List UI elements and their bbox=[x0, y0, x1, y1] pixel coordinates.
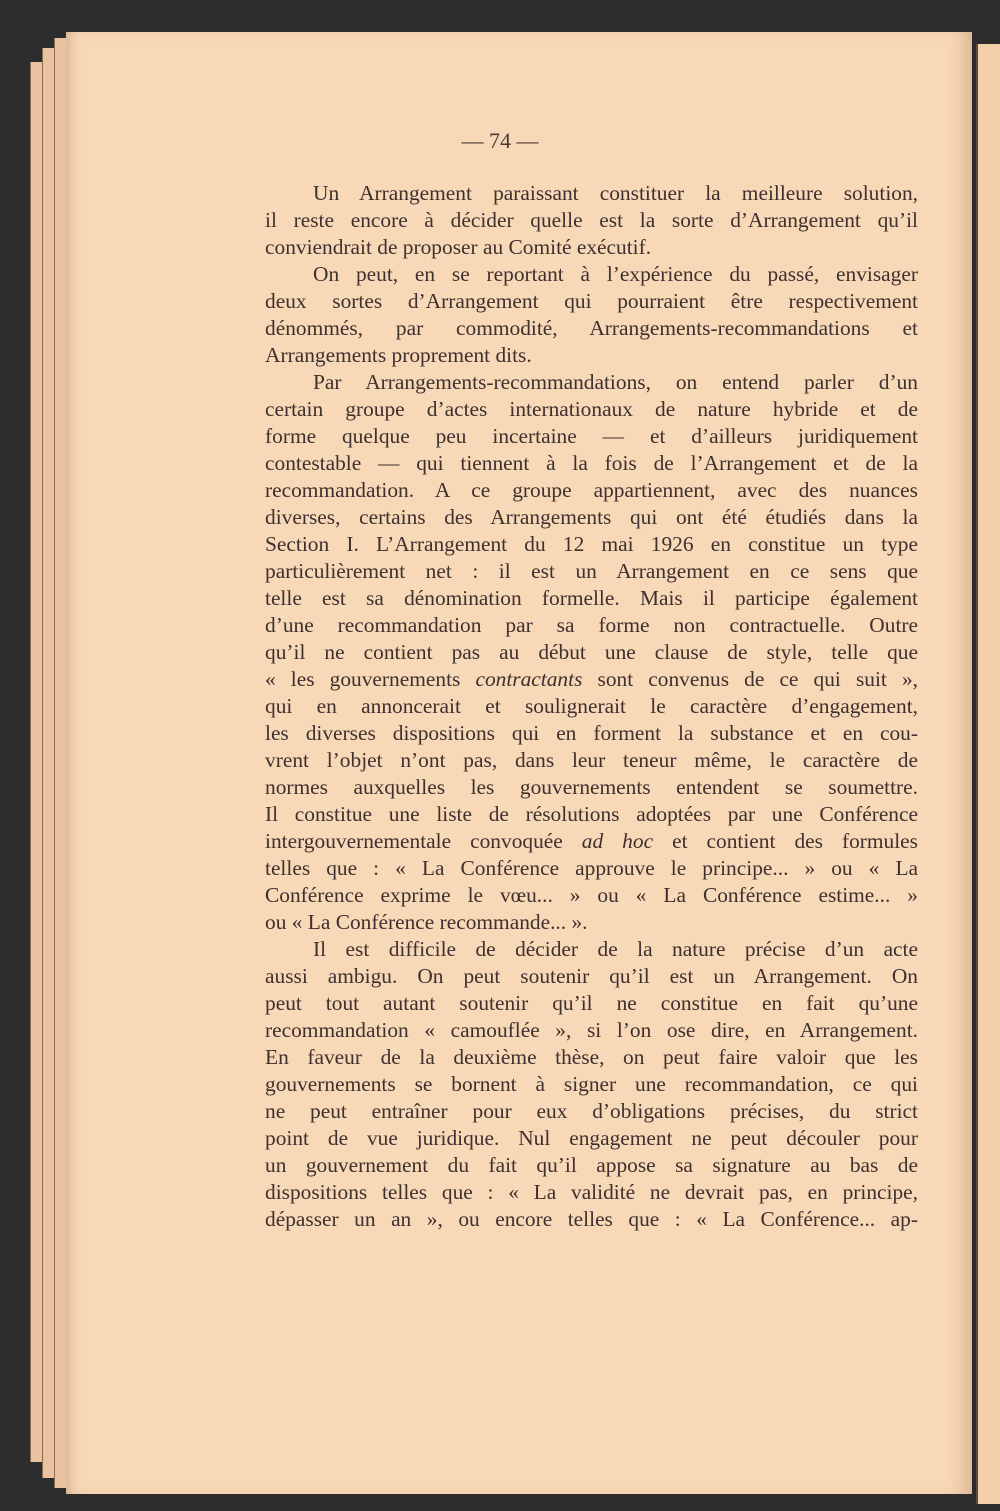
text-line bbox=[265, 774, 918, 801]
text-line bbox=[265, 639, 918, 666]
text-line bbox=[265, 828, 918, 855]
text-segment: les diverses dispositions qui en forment la substance et en cou- bbox=[265, 721, 918, 745]
text-segment: un gouvernement du fait qu’il appose sa signature au bas de bbox=[265, 1153, 918, 1177]
text-segment: « les gouvernements bbox=[265, 667, 476, 691]
text-line bbox=[265, 1179, 918, 1206]
italic-text: ad hoc bbox=[581, 829, 654, 853]
text-line bbox=[265, 936, 918, 963]
text-segment: recommandation. A ce groupe appartiennent, avec des nuances bbox=[265, 478, 918, 502]
text-segment: forme quelque peu incertaine — et d’ailleurs juridiquement bbox=[265, 424, 918, 448]
text-segment: Section I. L’Arrangement du 12 mai 1926 en constitue un type bbox=[265, 532, 918, 556]
text-segment: On peut, en se reportant à l’expérience du passé, envisager bbox=[313, 262, 918, 286]
text-segment: peut tout autant soutenir qu’il ne constitue en fait qu’une bbox=[265, 991, 918, 1015]
text-segment: ou « La Conférence recommande... ». bbox=[265, 910, 588, 934]
text-segment: certain groupe d’actes internationaux de nature hybride et de bbox=[265, 397, 918, 421]
text-segment: contestable — qui tiennent à la fois de l’Arrangement et de la bbox=[265, 451, 918, 475]
text-line bbox=[265, 747, 918, 774]
text-segment: et contient des formules bbox=[653, 829, 919, 853]
text-line bbox=[265, 909, 918, 936]
text-line bbox=[265, 342, 918, 369]
text-segment: point de vue juridique. Nul engagement ne peut découler pour bbox=[265, 1126, 918, 1150]
text-segment: qu’il ne contient pas au début une clause de style, telle que bbox=[265, 640, 918, 664]
text-line bbox=[265, 1098, 918, 1125]
text-segment: dispositions telles que : « La validité ne devrait pas, en principe, bbox=[265, 1180, 918, 1204]
text-segment: intergouvernementale convoquée bbox=[265, 829, 582, 853]
text-line bbox=[265, 963, 918, 990]
text-segment: d’une recommandation par sa forme non contractuelle. Outre bbox=[265, 613, 918, 637]
text-segment: Un Arrangement paraissant constituer la meilleure solution, bbox=[313, 181, 918, 205]
text-segment: il reste encore à décider quelle est la sorte d’Arrangement qu’il bbox=[265, 208, 918, 232]
text-line bbox=[265, 1152, 918, 1179]
text-line bbox=[265, 990, 918, 1017]
text-segment: En faveur de la deuxième thèse, on peut faire valoir que les bbox=[265, 1045, 918, 1069]
text-segment: Par Arrangements-recommandations, on entend parler d’un bbox=[313, 370, 918, 394]
text-segment: Il constitue une liste de résolutions adoptées par une Conférence bbox=[265, 802, 918, 826]
text-line bbox=[265, 180, 918, 207]
text-line bbox=[265, 477, 918, 504]
text-segment: normes auxquelles les gouvernements entendent se soumettre. bbox=[265, 775, 918, 799]
text-segment: qui en annoncerait et soulignerait le caractère d’engagement, bbox=[265, 694, 918, 718]
text-segment: vrent l’objet n’ont pas, dans leur teneur même, le caractère de bbox=[265, 748, 918, 772]
text-line bbox=[265, 423, 918, 450]
text-segment: diverses, certains des Arrangements qui ont été étudiés dans la bbox=[265, 505, 918, 529]
text-line bbox=[265, 315, 918, 342]
text-line bbox=[265, 1206, 918, 1233]
text-line bbox=[265, 234, 918, 261]
text-segment: aussi ambigu. On peut soutenir qu’il est un Arrangement. On bbox=[265, 964, 918, 988]
text-line bbox=[265, 882, 918, 909]
text-segment: particulièrement net : il est un Arrangement en ce sens que bbox=[265, 559, 918, 583]
text-line bbox=[265, 369, 918, 396]
body-text bbox=[265, 180, 918, 1233]
italic-text: contractants bbox=[475, 667, 583, 691]
text-line bbox=[265, 396, 918, 423]
text-segment: Il est difficile de décider de la nature précise d’un acte bbox=[313, 937, 918, 961]
text-segment: telle est sa dénomination formelle. Mais il participe également bbox=[265, 586, 918, 610]
text-line bbox=[265, 693, 918, 720]
text-segment: Conférence exprime le vœu... » ou « La Conférence estime... » bbox=[265, 883, 918, 907]
text-line bbox=[265, 207, 918, 234]
text-line bbox=[265, 288, 918, 315]
text-line bbox=[265, 1044, 918, 1071]
text-segment: ne peut entraîner pour eux d’obligations précises, du strict bbox=[265, 1099, 918, 1123]
page-number: — 74 — bbox=[461, 128, 539, 153]
text-line bbox=[265, 531, 918, 558]
text-line bbox=[265, 1125, 918, 1152]
text-line bbox=[265, 504, 918, 531]
text-line bbox=[265, 1071, 918, 1098]
text-line bbox=[265, 585, 918, 612]
text-line bbox=[265, 720, 918, 747]
text-segment: deux sortes d’Arrangement qui pourraient être respectivement bbox=[265, 289, 918, 313]
text-segment: gouvernements se bornent à signer une recommandation, ce qui bbox=[265, 1072, 918, 1096]
text-segment: recommandation « camouflée », si l’on ose dire, en Arrangement. bbox=[265, 1018, 918, 1042]
facing-page-edge bbox=[976, 44, 1000, 1504]
text-line bbox=[265, 450, 918, 477]
text-segment: dénommés, par commodité, Arrangements-recommandations et bbox=[265, 316, 918, 340]
text-line bbox=[265, 855, 918, 882]
text-line bbox=[265, 1017, 918, 1044]
text-line bbox=[265, 666, 918, 693]
text-segment: dépasser un an », ou encore telles que : « La Conférence... ap- bbox=[265, 1207, 918, 1231]
text-segment: telles que : « La Conférence approuve le principe... » ou « La bbox=[265, 856, 918, 880]
text-line bbox=[265, 801, 918, 828]
text-segment: conviendrait de proposer au Comité exécutif. bbox=[265, 235, 652, 259]
text-segment: Arrangements proprement dits. bbox=[265, 343, 532, 367]
text-segment: sont convenus de ce qui suit », bbox=[582, 667, 919, 691]
text-line bbox=[265, 612, 918, 639]
text-line bbox=[265, 261, 918, 288]
text-line bbox=[265, 558, 918, 585]
